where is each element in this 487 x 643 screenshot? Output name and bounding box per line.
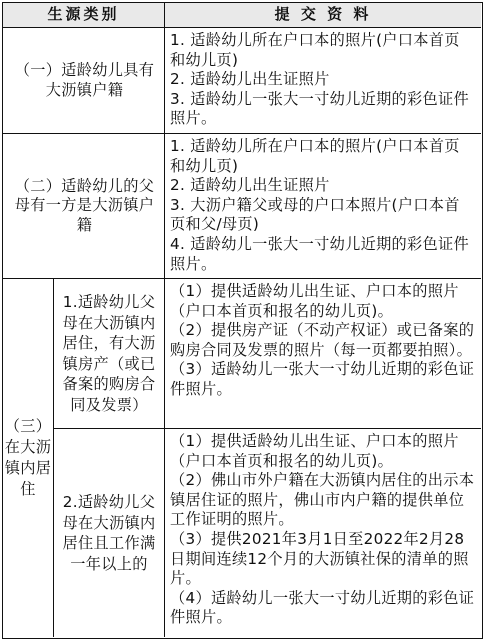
requirements-table bbox=[2, 2, 483, 639]
category-cell bbox=[13, 134, 156, 278]
category-text: （二）适龄幼儿的父母有一方是大沥镇户籍 bbox=[14, 176, 155, 234]
material-item: （2）佛山市外户籍在大沥镇内居住的出示本镇居住证的照片，佛山市内户籍的提供单位工作证明的照片。 bbox=[170, 471, 475, 529]
category-cell bbox=[5, 279, 51, 637]
header-category: 生源类别 bbox=[3, 3, 164, 27]
material-item: （1）提供适龄幼儿出生证、户口本的照片（户口本首页和报名的幼儿页)。 bbox=[170, 282, 459, 320]
subcategory-cell bbox=[59, 429, 159, 637]
material-item: 3. 大沥户籍父或母的户口本照片(户口本首页和父/母页) bbox=[170, 195, 460, 234]
material-item: （3）提供2021年3月1日至2022年2月28日期间连续12个月的大沥镇社保的清单的照片。 bbox=[170, 529, 469, 588]
subcategory-text: 2.适龄幼儿父母在大沥镇内居住且工作满一年以上的 bbox=[62, 493, 156, 573]
subcategory-text: 1.适龄幼儿父母在大沥镇内居住，有大沥镇房产（或已备案的购房合同及发票） bbox=[62, 293, 156, 414]
materials-cell bbox=[165, 279, 481, 428]
material-item: （2）提供房产证（不动产权证）或已备案的购房合同及发票的照片（每一页都要拍照）。 bbox=[170, 321, 475, 359]
category-cell bbox=[13, 28, 156, 133]
subcategory-cell bbox=[59, 279, 159, 428]
column-divider bbox=[53, 278, 54, 637]
header-materials: 提 交 资 料 bbox=[165, 3, 481, 27]
materials-cell bbox=[165, 429, 481, 637]
material-item: 3. 适龄幼儿一张大一寸幼儿近期的彩色证件照片。 bbox=[170, 89, 469, 128]
material-item: （1）提供适龄幼儿出生证、户口本的照片（户口本首页和报名的幼儿页)。 bbox=[170, 432, 459, 470]
material-item: 2. 适龄幼儿出生证照片 bbox=[170, 70, 330, 89]
material-item: 1. 适龄幼儿所在户口本的照片(户口本首页和幼儿页) bbox=[170, 31, 460, 69]
category-text: （一）适龄幼儿具有大沥镇户籍 bbox=[14, 60, 155, 99]
material-item: 4. 适龄幼儿一张大一寸幼儿近期的彩色证件照片。 bbox=[170, 234, 469, 273]
material-item: （4）适龄幼儿一张大一寸幼儿近期的彩色证件照片。 bbox=[170, 588, 475, 627]
materials-cell bbox=[165, 28, 481, 133]
category-text: （三）在大沥镇内居住 bbox=[4, 417, 52, 498]
material-item: （3）适龄幼儿一张大一寸幼儿近期的彩色证件照片。 bbox=[170, 360, 475, 398]
material-item: 2. 适龄幼儿出生证照片 bbox=[170, 176, 330, 195]
material-item: 1. 适龄幼儿所在户口本的照片(户口本首页和幼儿页) bbox=[170, 137, 460, 175]
materials-cell bbox=[165, 134, 481, 278]
